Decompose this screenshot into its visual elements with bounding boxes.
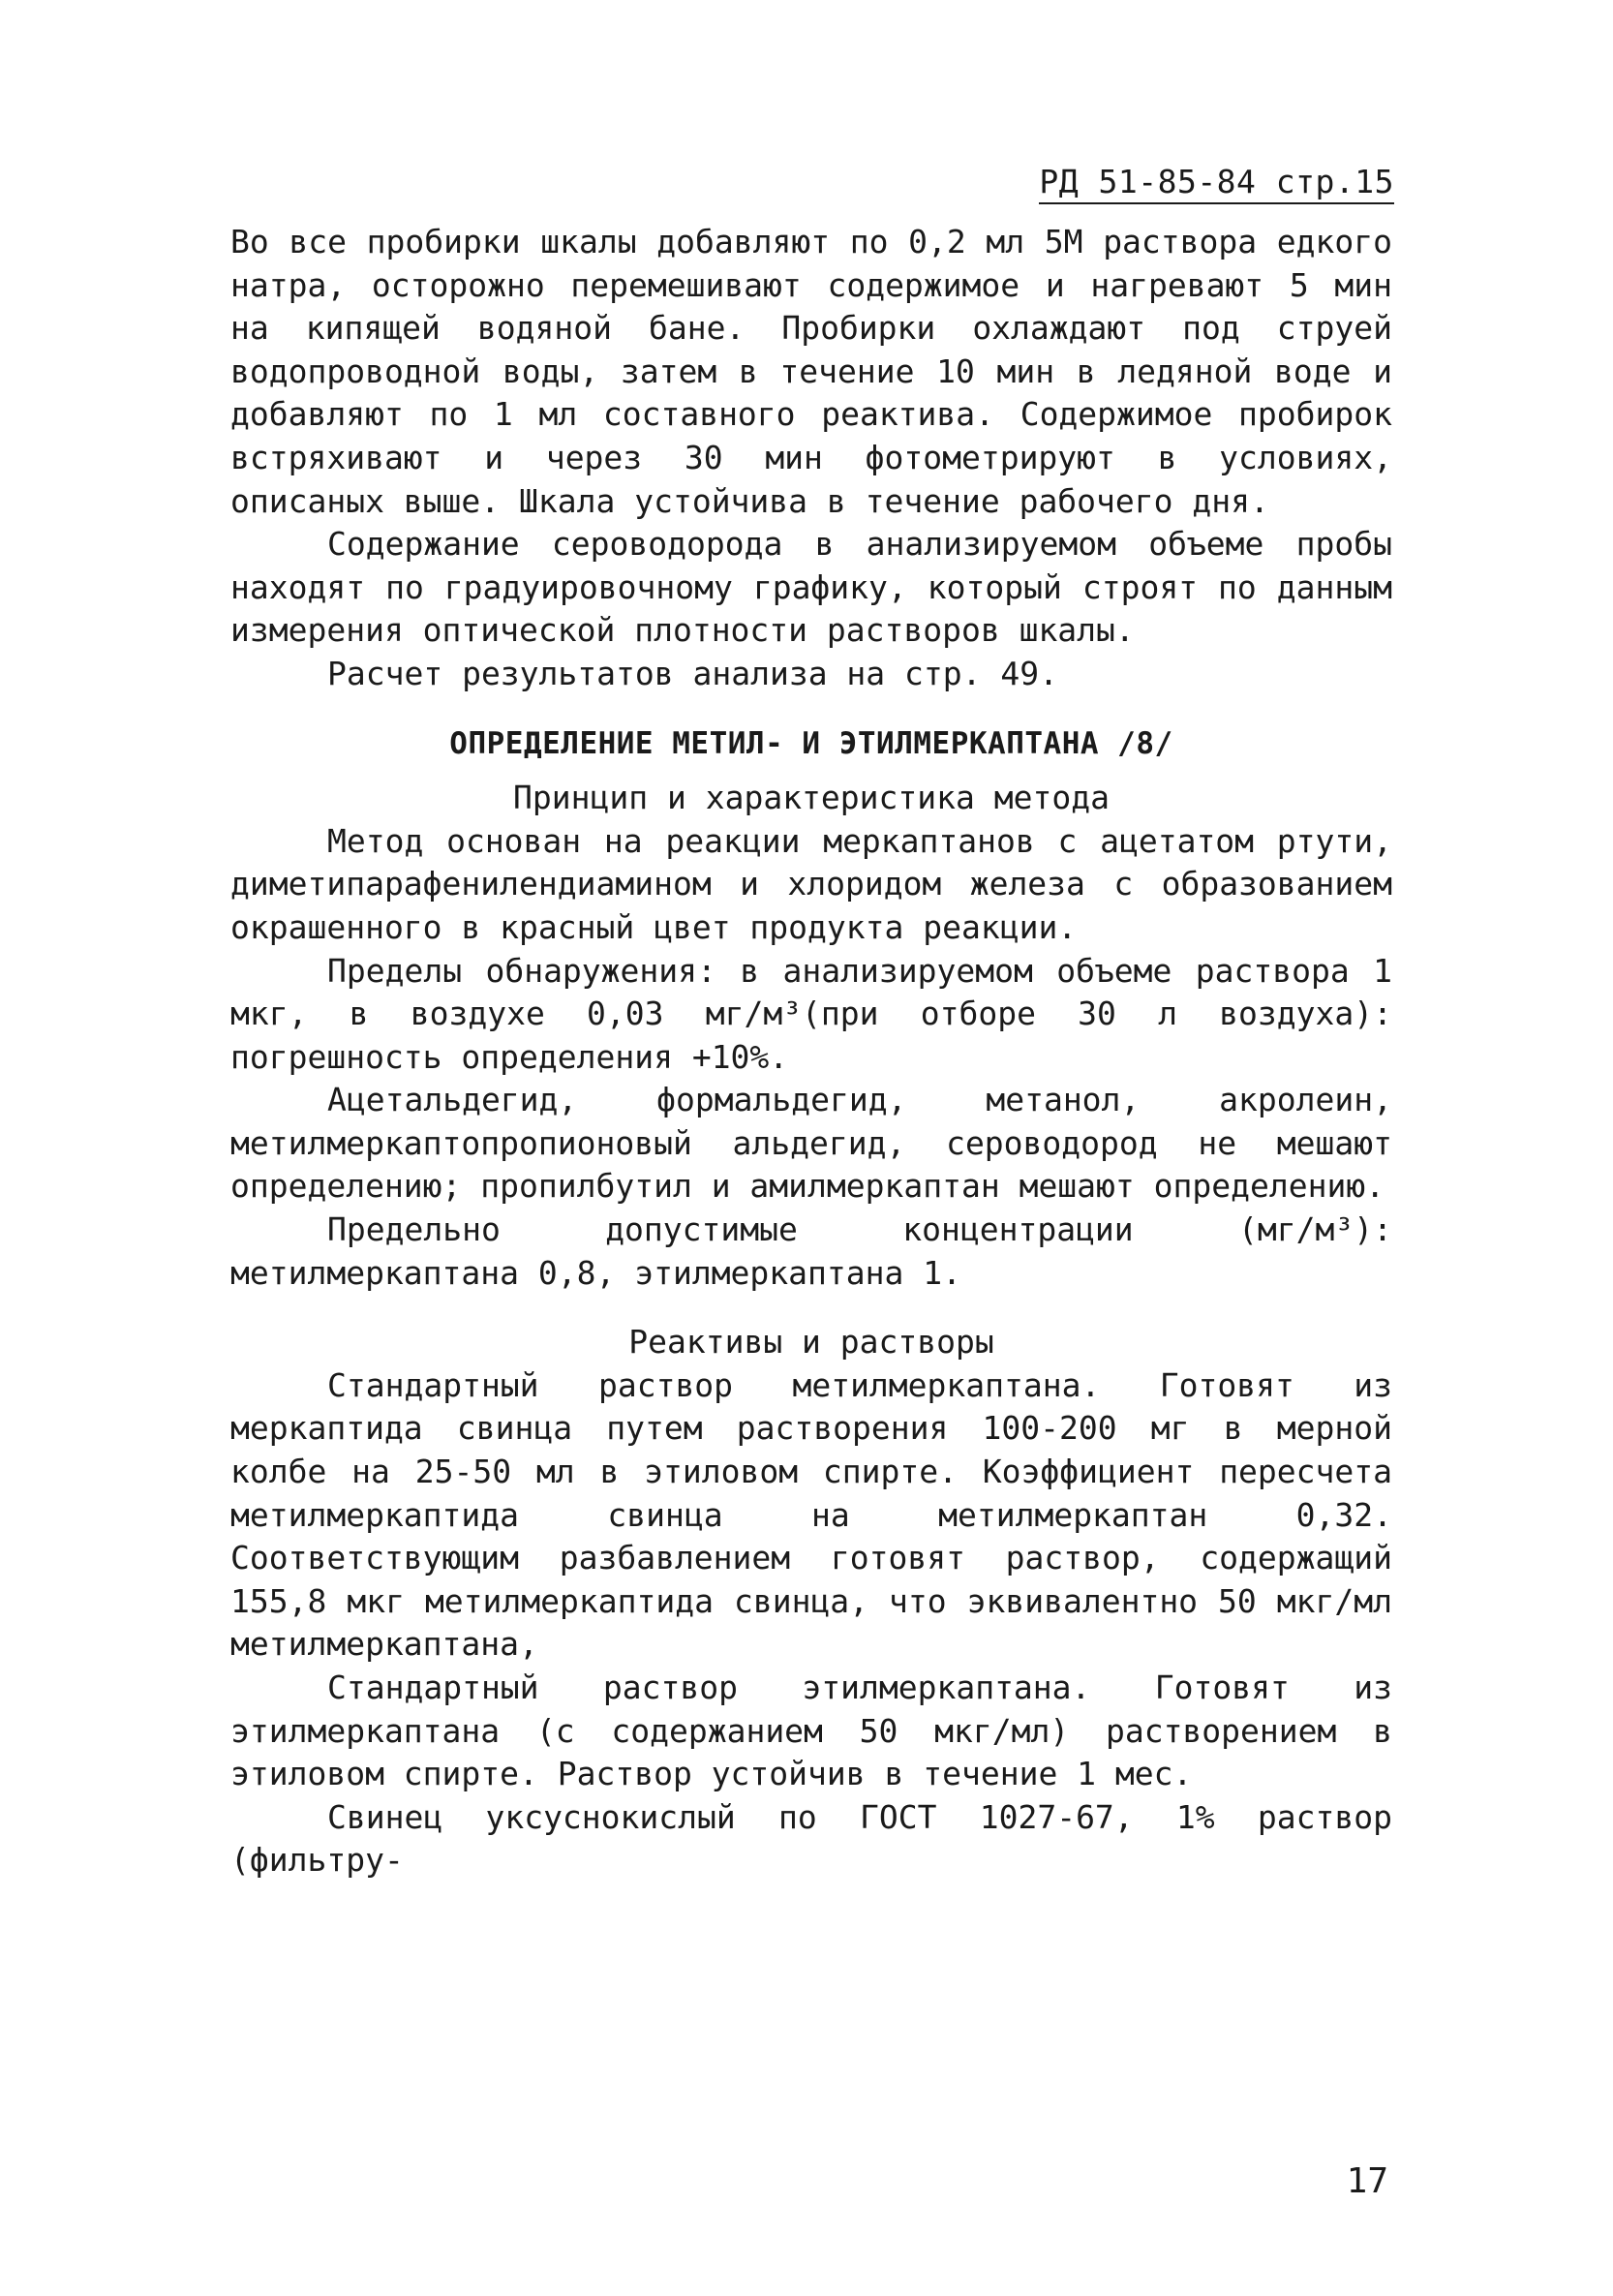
paragraph: Ацетальдегид, формальдегид, метанол, акролеин, метилмеркаптопропионовый альдегид, сероводород не мешают определению; пропилбутил и амилмеркаптан мешают определению. <box>230 1081 1392 1206</box>
spacer <box>230 765 1392 777</box>
paragraph: Стандартный раствор этилмеркаптана. Готовят из этилмеркаптана (с содержанием 50 мкг/мл) растворением в этиловом спирте. Раствор устойчив в течение 1 мес. <box>230 1668 1392 1793</box>
spacer <box>230 1295 1392 1321</box>
subsection-heading: Реактивы и растворы <box>628 1323 994 1362</box>
paragraph: Расчет результатов анализа на стр. 49. <box>327 654 1058 692</box>
subsection-heading: Принцип и характеристика метода <box>513 779 1110 817</box>
paragraph: Предельно допустимые концентрации (мг/м³): метилмеркаптана 0,8, этилмеркаптана 1. <box>230 1210 1392 1292</box>
paragraph: Во все пробирки шкалы добавляют по 0,2 мл 5М раствора едкого натра, осторожно перемешивают содержимое и нагревают 5 мин на кипящей водяной бане. Пробирки охлаждают под струей водопроводной воды, затем в течение 10 мин в ледяной воде и добавляют по 1 мл составного реактива. Содержимое пробирок встряхивают и через 30 мин фотометрируют в условиях, описаных выше. Шкала устойчива в течение рабочего дня. <box>230 223 1392 520</box>
section-heading: ОПРЕДЕЛЕНИЕ МЕТИЛ- И ЭТИЛМЕРКАПТАНА /8/ <box>449 725 1173 761</box>
paragraph: Свинец уксуснокислый по ГОСТ 1027-67, 1% раствор (фильтру- <box>230 1797 1392 1880</box>
paragraph: Содержание сероводорода в анализируемом объеме пробы находят по градуировочному графику, который строят по данным измерения оптической плотности растворов шкалы. <box>230 525 1392 650</box>
page-number: 17 <box>1346 2161 1388 2201</box>
paragraph: Стандартный раствор метилмеркаптана. Готовят из меркаптида свинца путем растворения 100-200 мг в мерной колбе на 25-50 мл в этиловом спирте. Коэффициент пересчета метилмеркаптида свинца на метилмеркаптан 0,32. Соответствующим разбавлением готовят раствор, содержащий 155,8 мкг метилмеркаптида свинца, что эквивалентно 50 мкг/мл метилмеркаптана, <box>230 1365 1392 1664</box>
page-header: РД 51-85-84 стр.15 <box>1039 163 1394 204</box>
spacer <box>230 696 1392 722</box>
paragraph: Метод основан на реакции меркаптанов с ацетатом ртути, диметипарафенилендиамином и хлоридом железа с образованием окрашенного в красный цвет продукта реакции. <box>230 821 1392 946</box>
paragraph: Пределы обнаружения: в анализируемом объеме раствора 1 мкг, в воздухе 0,03 мг/м³(при отборе 30 л воздуха): погрешность определения +10%. <box>230 951 1392 1076</box>
document-body <box>230 221 1392 1883</box>
